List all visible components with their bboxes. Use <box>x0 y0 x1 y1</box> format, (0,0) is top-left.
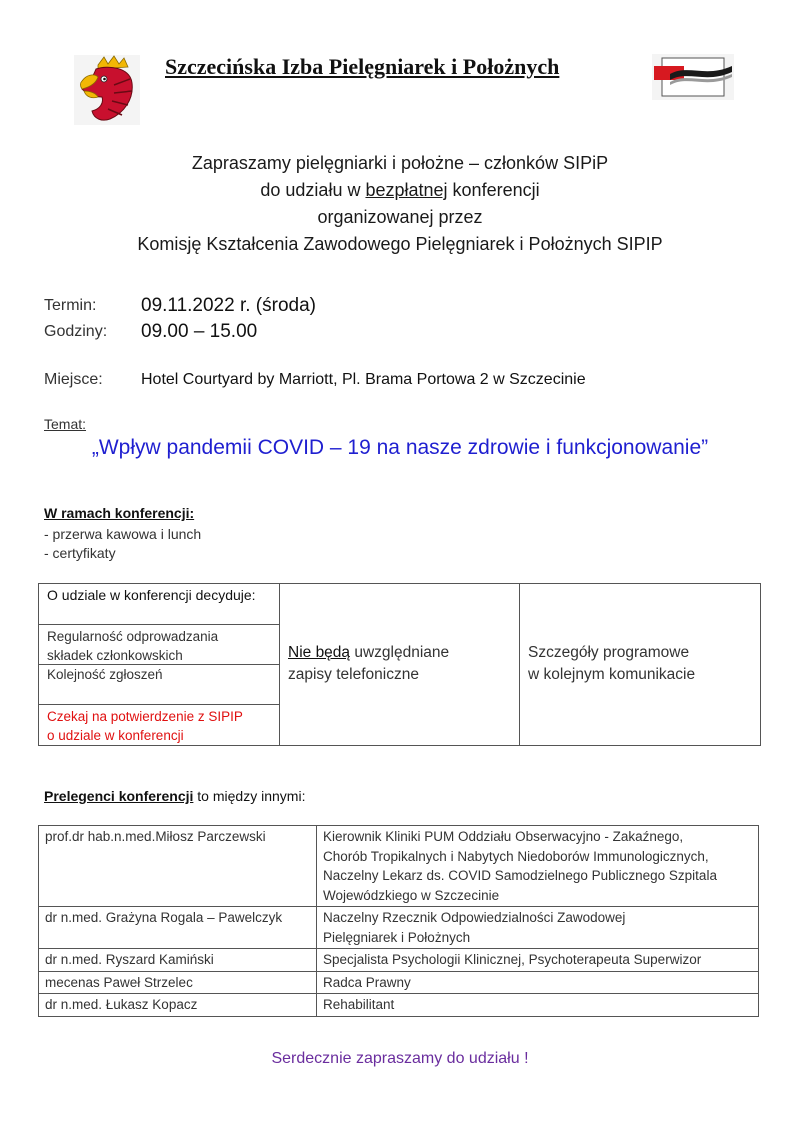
invitation-line-3: organizowanej przez <box>317 207 483 227</box>
included-item: - przerwa kawowa i lunch <box>44 526 202 542</box>
speaker-role: Rehabilitant <box>317 994 759 1017</box>
topic-title: „Wpływ pandemii COVID – 19 na nasze zdrowie i funkcjonowanie” <box>91 436 709 459</box>
organization-name: Szczecińska Izba Pielęgniarek i Położnych <box>165 54 560 79</box>
table-row <box>39 994 759 1017</box>
invitation-text <box>0 150 800 258</box>
invitation-line-4: Komisję Kształcenia Zawodowego Pielęgniarek i Położnych SIPIP <box>137 234 663 254</box>
flag-logo-icon <box>652 54 734 100</box>
speaker-name: dr n.med. Grażyna Rogala – Pawelczyk <box>39 907 317 949</box>
date-label: Termin: <box>44 297 97 314</box>
included-title: W ramach konferencji: <box>44 505 195 521</box>
place-value: Hotel Courtyard by Marriott, Pl. Brama Portowa 2 w Szczecinie <box>141 371 586 388</box>
table-row <box>39 826 759 907</box>
topic-label: Temat: <box>44 416 87 432</box>
table-row <box>39 907 759 949</box>
included-list <box>44 525 201 563</box>
speakers-title: Prelegenci konferencji to między innymi: <box>44 788 306 804</box>
criterion-order: Kolejność zgłoszeń <box>38 664 280 705</box>
free-emphasis: bezpłatnej <box>365 180 448 200</box>
included-item: - certyfikaty <box>44 545 116 561</box>
invitation-line-2: do udziału w bezpłatnej konferencji <box>260 180 540 200</box>
speaker-name: mecenas Paweł Strzelec <box>39 971 317 994</box>
invitation-line-1: Zapraszamy pielęgniarki i położne – członków SIPiP <box>191 153 609 173</box>
hours-value: 09.00 – 15.00 <box>141 321 258 342</box>
speaker-role: Radca Prawny <box>317 971 759 994</box>
phone-registration-note: Nie będą uwzględniane zapisy telefoniczne <box>279 583 520 746</box>
griffin-crest-icon <box>74 55 140 125</box>
closing-invitation: Serdecznie zapraszamy do udziału ! <box>271 1050 529 1067</box>
speaker-role: Kierownik Kliniki PUM Oddziału Obserwacyjno - Zakaźnego, Chorób Tropikalnych i Nabytych Niedoborów Immunologicznych, Naczelny Lekarz ds. COVID Samodzielnego Publicznego Szpitala Wojewódzkiego w Szczecinie <box>317 826 759 907</box>
confirmation-warning: Czekaj na potwierdzenie z SIPIP o udziale w konferencji <box>38 704 280 746</box>
table-row <box>39 971 759 994</box>
decision-header: O udziale w konferencji decyduje: <box>38 583 280 625</box>
speaker-name: dr n.med. Ryszard Kamiński <box>39 949 317 972</box>
program-details-note: Szczegóły programowe w kolejnym komunikacie <box>519 583 761 746</box>
speakers-table <box>38 825 759 1017</box>
speaker-name: prof.dr hab.n.med.Miłosz Parczewski <box>39 826 317 907</box>
participation-table <box>38 583 761 746</box>
place-label: Miejsce: <box>44 371 103 388</box>
not-emphasis: Nie będą <box>288 644 351 661</box>
speaker-name: dr n.med. Łukasz Kopacz <box>39 994 317 1017</box>
speaker-role: Specjalista Psychologii Klinicznej, Psychoterapeuta Superwizor <box>317 949 759 972</box>
date-value: 09.11.2022 r. (środa) <box>141 295 316 316</box>
table-row <box>39 949 759 972</box>
criterion-dues: Regularność odprowadzania składek członkowskich <box>38 624 280 665</box>
speaker-role: Naczelny Rzecznik Odpowiedzialności Zawodowej Pielęgniarek i Położnych <box>317 907 759 949</box>
hours-label: Godziny: <box>44 323 108 340</box>
